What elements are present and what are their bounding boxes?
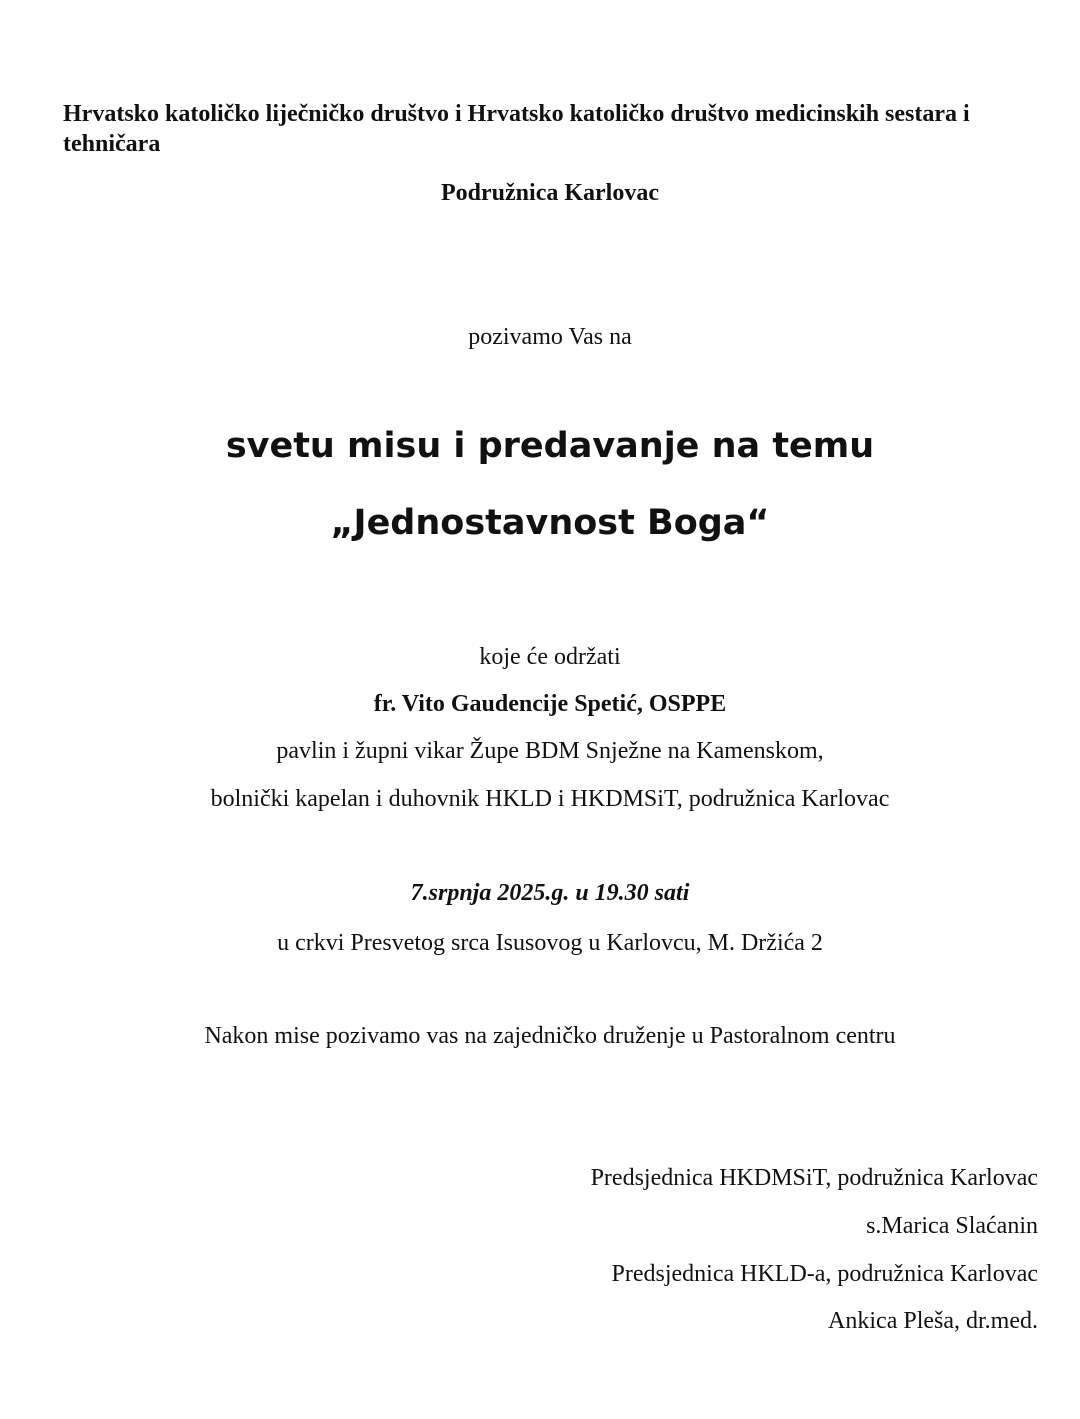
event-datetime: 7.srpnja 2025.g. u 19.30 sati xyxy=(410,880,690,906)
speaker-role-1: pavlin i župni vikar Župe BDM Snježne na Kamenskom, xyxy=(276,738,824,764)
invitation-intro: pozivamo Vas na xyxy=(468,324,632,350)
after-mass-note: Nakon mise pozivamo vas na zajedničko druženje u Pastoralnom centru xyxy=(204,1023,896,1049)
branch-name: Podružnica Karlovac xyxy=(441,180,659,206)
lecture-topic: „Jednostavnost Boga“ xyxy=(330,503,770,543)
speaker-name: fr. Vito Gaudencije Spetić, OSPPE xyxy=(373,691,727,717)
speaker-intro: koje će održati xyxy=(479,644,621,670)
signature-name-hkld: Ankica Pleša, dr.med. xyxy=(828,1308,1038,1334)
signature-title-hkld: Predsjednica HKLD-a, podružnica Karlovac xyxy=(611,1261,1038,1287)
event-location: u crkvi Presvetog srca Isusovog u Karlovcu, M. Držića 2 xyxy=(277,930,823,956)
signature-name-hkdmsit: s.Marica Slaćanin xyxy=(866,1213,1038,1239)
event-title: svetu misu i predavanje na temu xyxy=(225,426,875,466)
signature-title-hkdmsit: Predsjednica HKDMSiT, podružnica Karlovac xyxy=(590,1165,1038,1191)
organization-name: Hrvatsko katoličko liječničko društvo i Hrvatsko katoličko društvo medicinskih sestara i tehničara xyxy=(63,101,970,157)
speaker-role-2: bolnički kapelan i duhovnik HKLD i HKDMSiT, podružnica Karlovac xyxy=(210,786,890,812)
